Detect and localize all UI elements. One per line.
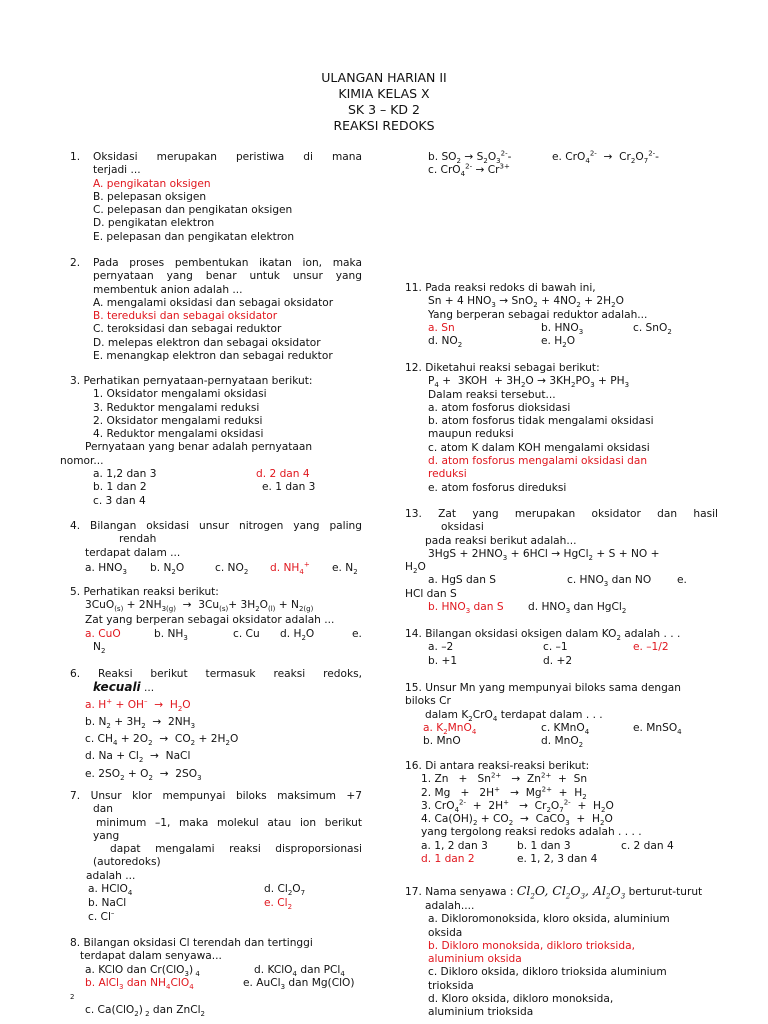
option-e: e. $2SO_2 + O_2 \to 2SO_3$ <box>85 767 202 782</box>
option-d-answer-cont: reduksi <box>428 468 467 481</box>
header-title: ULANGAN HARIAN II <box>321 70 447 85</box>
option-b: b. $N_2O$ <box>150 561 185 576</box>
option-a: a. KClO dan Cr(ClO$_3$) $_4$ <box>85 963 200 978</box>
option-b-answer: b. $HNO_3$ dan S <box>428 601 504 616</box>
question-stem: adalah ... <box>86 869 136 882</box>
option-d: D. pengikatan elektron <box>93 217 215 230</box>
option-d: d. KClO$_4$ dan PCl$_4$ <box>254 963 345 978</box>
question-17 <box>405 884 718 1020</box>
question-stem: Pada proses pembentukan ikatan ion, maka <box>93 257 362 269</box>
option-e: e. <box>352 627 362 640</box>
header-topic: REAKSI REDOKS <box>333 118 435 133</box>
option-a-answer: a. $H^+ + OH^- \to H_2O$ <box>85 697 191 713</box>
option-d: d. $NO_2$ <box>428 335 463 350</box>
question-stem: 17. Nama senyawa : $Cl_2O$, $Cl_2O_3$, $Al_2O_3$ berturut-turut <box>405 883 703 901</box>
question-ask: Pernyataan yang benar adalah pernyataan <box>85 441 313 454</box>
question-15 <box>405 682 718 748</box>
question-5 <box>70 586 362 654</box>
option-d-cont: aluminium trioksida <box>428 1006 534 1019</box>
question-number: 2. <box>70 257 81 269</box>
option-a: a. HClO$_4$ <box>88 883 133 898</box>
option-e: E. pelepasan dan pengikatan elektron <box>93 230 295 243</box>
statement-3: 3. Reduktor mengalami reduksi <box>93 401 260 414</box>
option-c: c. Cl– <box>88 909 115 924</box>
option-d: d. MnO$_2$ <box>541 735 584 750</box>
option-e: e. <box>677 574 687 587</box>
option-e: e. $N_2$ <box>332 561 358 576</box>
question-12 <box>405 362 718 495</box>
option-b-answer-cont: aluminium oksida <box>428 953 522 966</box>
option-a-answer: A. pengikatan oksigen <box>93 177 211 190</box>
option-c: c. $NO_2$ <box>215 561 249 576</box>
option-d: d. +2 <box>543 654 573 667</box>
question-stem: membentuk anion adalah ... <box>93 283 243 296</box>
question-stem: 12. Diketahui reaksi sebagai berikut: <box>405 362 600 374</box>
question-ask: nomor... <box>60 454 104 467</box>
option-c: c. $CH_4 + 2O_2 \to CO_2 + 2H_2O$ <box>85 733 239 748</box>
option-d-answer: d. 2 dan 4 <box>256 468 310 481</box>
option-b: b. $HNO_3$ <box>541 321 584 336</box>
question-stem: 3. Perhatikan pernyataan-pernyataan berikut: <box>70 375 313 387</box>
option-c: c. Ca(ClO$_2$) $_2$ dan ZnCl$_2$ <box>85 1003 206 1018</box>
question-14 <box>405 628 718 668</box>
option-b: b. $N_2 + 3H_2 \to 2NH_3$ <box>85 715 196 730</box>
question-10-fragment <box>428 151 718 178</box>
option-a: a. –2 <box>428 641 454 654</box>
question-stem: oksidasi <box>441 521 484 534</box>
option-c: c. $CrO_4^{2-} \to Cr^{3+}$ <box>428 162 510 179</box>
option-e: E. menangkap elektron dan sebagai reduktor <box>93 350 333 363</box>
option-a: a. HgS dan S <box>428 574 497 587</box>
option-e: e. MnSO$_4$ <box>633 721 682 736</box>
question-stem: pada reaksi berikut adalah... <box>425 534 577 547</box>
question-16 <box>405 760 718 866</box>
question-stem: 15. Unsur Mn yang mempunyai biloks sama dengan <box>405 682 682 694</box>
option-c: c. Dikloro oksida, dikloro trioksida aluminium <box>428 966 667 979</box>
option-c: c. –1 <box>543 641 568 654</box>
question-stem: terdapat dalam ... <box>85 546 181 559</box>
question-6 <box>70 668 362 781</box>
option-d-answer: d. $NH_4^+$ <box>270 560 310 576</box>
header-class: KIMIA KELAS X <box>338 86 430 101</box>
question-stem: terdapat dalam senyawa... <box>80 950 222 963</box>
question-stem: 11. Pada reaksi redoks di bawah ini, <box>405 282 596 294</box>
option-a: a. 1,2 dan 3 <box>93 468 157 481</box>
option-b: b. $NH_3$ <box>154 627 188 642</box>
option-a: a. Dikloromonoksida, kloro oksida, aluminium <box>428 913 670 926</box>
reaction-equation: $3CuO_{(s)} + 2NH_{3(g)} \to 3Cu_{(s)}+ 3H_2O_{(l)} + N_{2(g)}$ <box>85 599 314 614</box>
option-b: b. MnO <box>423 735 461 748</box>
option-d: D. melepas elektron dan sebagai oksidator <box>93 336 321 349</box>
option-e: e. 1, 2, 3 dan 4 <box>517 853 598 866</box>
question-stem: Dalam reaksi tersebut... <box>428 388 556 401</box>
option-a: a. 1, 2 dan 3 <box>421 839 488 852</box>
question-stem: rendah <box>119 533 157 546</box>
option-c: C. pelepasan dan pengikatan oksigen <box>93 204 293 217</box>
question-stem: minimum –1, maka molekul atau ion berikut <box>96 816 362 829</box>
question-stem: Oksidasi merupakan peristiwa di mana <box>93 151 362 163</box>
question-number: 1. <box>70 151 81 163</box>
option-b: b. +1 <box>428 654 458 667</box>
reaction-equation-cont: $H_2O$ <box>405 561 426 576</box>
option-e-value: HCl dan S <box>405 587 457 600</box>
option-a: a. atom fosforus dioksidasi <box>428 401 571 414</box>
header-sk-kd: SK 3 – KD 2 <box>347 102 420 117</box>
question-1 <box>70 151 362 244</box>
option-b-answer: B. tereduksi dan sebagai oksidator <box>93 310 278 323</box>
option-b-answer: b. AlCl$_3$ dan $NH_4ClO_4$ <box>85 977 194 992</box>
statement-1: 1. Oksidator mengalami oksidasi <box>93 388 267 401</box>
option-d-answer: d. atom fosforus mengalami oksidasi dan <box>428 455 648 468</box>
question-stem: biloks Cr <box>405 695 451 708</box>
question-11 <box>405 282 718 348</box>
statement-4: 4. Reduktor mengalami oksidasi <box>93 428 264 441</box>
question-stem: kecuali ... <box>93 680 155 695</box>
question-3 <box>60 375 362 508</box>
reaction-equation: Sn + 4 $HNO_3 \to SnO_2 + 4NO_2 + 2H_2O$ <box>428 295 624 310</box>
question-2 <box>70 257 362 363</box>
option-b: b. $SO_2 \to S_2O_3^{2-}-$ <box>428 149 512 166</box>
option-c: c. atom K dalam KOH mengalami oksidasi <box>428 441 650 454</box>
question-stem: 4. Bilangan oksidasi unsur nitrogen yang paling <box>70 520 362 532</box>
option-c: c. $HNO_3$ dan NO <box>567 574 652 589</box>
option-d: d. $H_2O$ <box>280 627 315 642</box>
option-b: b. NaCl <box>88 897 127 910</box>
option-d: d. $HNO_3$ dan HgCl$_2$ <box>528 601 627 616</box>
question-7 <box>70 790 362 924</box>
question-4 <box>70 520 362 577</box>
subscript-fragment: 2 <box>70 992 75 1001</box>
option-d-answer: d. 1 dan 2 <box>421 853 475 866</box>
option-e-value: $N_2$ <box>93 640 106 655</box>
option-a-answer: a. Sn <box>428 321 455 334</box>
question-stem: 8. Bilangan oksidasi Cl terendah dan tertinggi <box>70 937 313 949</box>
option-e-answer: e. $Cl_2$ <box>264 897 293 912</box>
option-d: d. $Cl_2O_7$ <box>264 883 306 898</box>
option-a: A. mengalami oksidasi dan sebagai oksidator <box>93 296 334 309</box>
option-b: b. atom fosforus tidak mengalami oksidasi <box>428 415 654 428</box>
question-stem: Yang berperan sebagai reduktor adalah... <box>428 308 648 321</box>
question-stem: Zat yang berperan sebagai oksidator adalah ... <box>85 614 335 627</box>
option-a: a. $HNO_3$ <box>85 561 127 576</box>
option-c: c. 3 dan 4 <box>93 494 146 507</box>
question-stem: dan <box>93 803 113 816</box>
option-e: e. 1 dan 3 <box>262 481 316 494</box>
option-a-answer: a. $K_2MnO_4$ <box>423 721 477 736</box>
option-e: e. $CrO_4^{2-} \to Cr_2O_7^{2-}-$ <box>552 149 659 166</box>
question-stem: yang <box>93 829 120 842</box>
question-stem: dapat mengalami reaksi disproporsionasi <box>110 843 362 856</box>
option-c-cont: trioksida <box>428 979 474 992</box>
question-stem: yang tergolong reaksi redoks adalah . . . . <box>421 826 642 839</box>
option-a-cont: oksida <box>428 926 463 939</box>
option-c: C. teroksidasi dan sebagai reduktor <box>93 323 282 336</box>
question-stem: dalam $K_2CrO_4$ terdapat dalam . . . <box>425 708 603 723</box>
question-stem: 13. Zat yang merupakan oksidator dan hasil <box>405 508 718 520</box>
reaction-2: 2. $Mg + 2H^+ \to Mg^{2+} + H_2$ <box>421 785 587 801</box>
option-b: b. 1 dan 3 <box>517 839 571 852</box>
question-stem: 14. Bilangan oksidasi oksigen dalam $KO_2$ adalah . . . <box>405 628 681 643</box>
reaction-1: 1. $Zn + Sn^{2+} \to Zn^{2+} + Sn$ <box>421 771 588 786</box>
reaction-equation: $3HgS + 2HNO_3 + 6HCl$ → HgCl$_2$ + S + NO + <box>428 547 660 562</box>
worksheet-header <box>0 70 768 134</box>
option-c: c. 2 dan 4 <box>621 839 674 852</box>
question-stem: pernyataan yang benar untuk unsur yang <box>93 270 362 283</box>
reaction-equation: $P_4 + 3KOH + 3H_2O \to 3KH_2PO_3 + PH_3$ <box>428 375 630 390</box>
option-b-cont: maupun reduksi <box>428 428 514 441</box>
option-d: d. Kloro oksida, dikloro monoksida, <box>428 993 614 1006</box>
option-e-answer: e. –1/2 <box>633 641 669 654</box>
option-c: c. Cu <box>233 627 260 640</box>
question-stem: terjadi ... <box>93 164 141 177</box>
formula-list: $Cl_2O$, $Cl_2O_3$, $Al_2O_3$ <box>516 883 626 901</box>
reaction-3: 3. $CrO_4^{2-} + 2H^+ \to Cr_2O_7^{2-} + H_2O$ <box>421 798 614 814</box>
option-b: b. 1 dan 2 <box>93 481 147 494</box>
question-stem: 7. Unsur klor mempunyai biloks maksimum +7 <box>70 790 362 802</box>
reaction-4: 4. $Ca(OH)_2 + CO_2$ → CaCO$_3$ + $H_2O$ <box>421 813 613 828</box>
option-a-answer: a. CuO <box>85 627 121 640</box>
question-stem: (autoredoks) <box>93 856 161 869</box>
option-e: e. atom fosforus direduksi <box>428 481 567 494</box>
question-stem: adalah.... <box>425 900 475 912</box>
statement-2: 2. Oksidator mengalami reduksi <box>93 414 263 427</box>
question-stem: 5. Perhatikan reaksi berikut: <box>70 586 219 598</box>
option-e: e. AuCl$_3$ dan Mg(ClO) <box>243 977 355 992</box>
question-13 <box>405 508 718 614</box>
option-d: d. $Na + Cl_2$ → NaCl <box>85 750 191 765</box>
question-8 <box>70 937 362 1017</box>
question-stem: 6. Reaksi berikut termasuk reaksi redoks, <box>70 668 362 680</box>
option-e: e. $H_2O$ <box>541 335 576 350</box>
question-stem: 16. Di antara reaksi-reaksi berikut: <box>405 760 590 772</box>
option-c: c. SnO$_2$ <box>633 321 672 336</box>
option-b-answer: b. Dikloro monoksida, dikloro trioksida, <box>428 939 635 952</box>
option-b: B. pelepasan oksigen <box>93 190 207 203</box>
option-c: c. KMnO$_4$ <box>541 721 590 736</box>
